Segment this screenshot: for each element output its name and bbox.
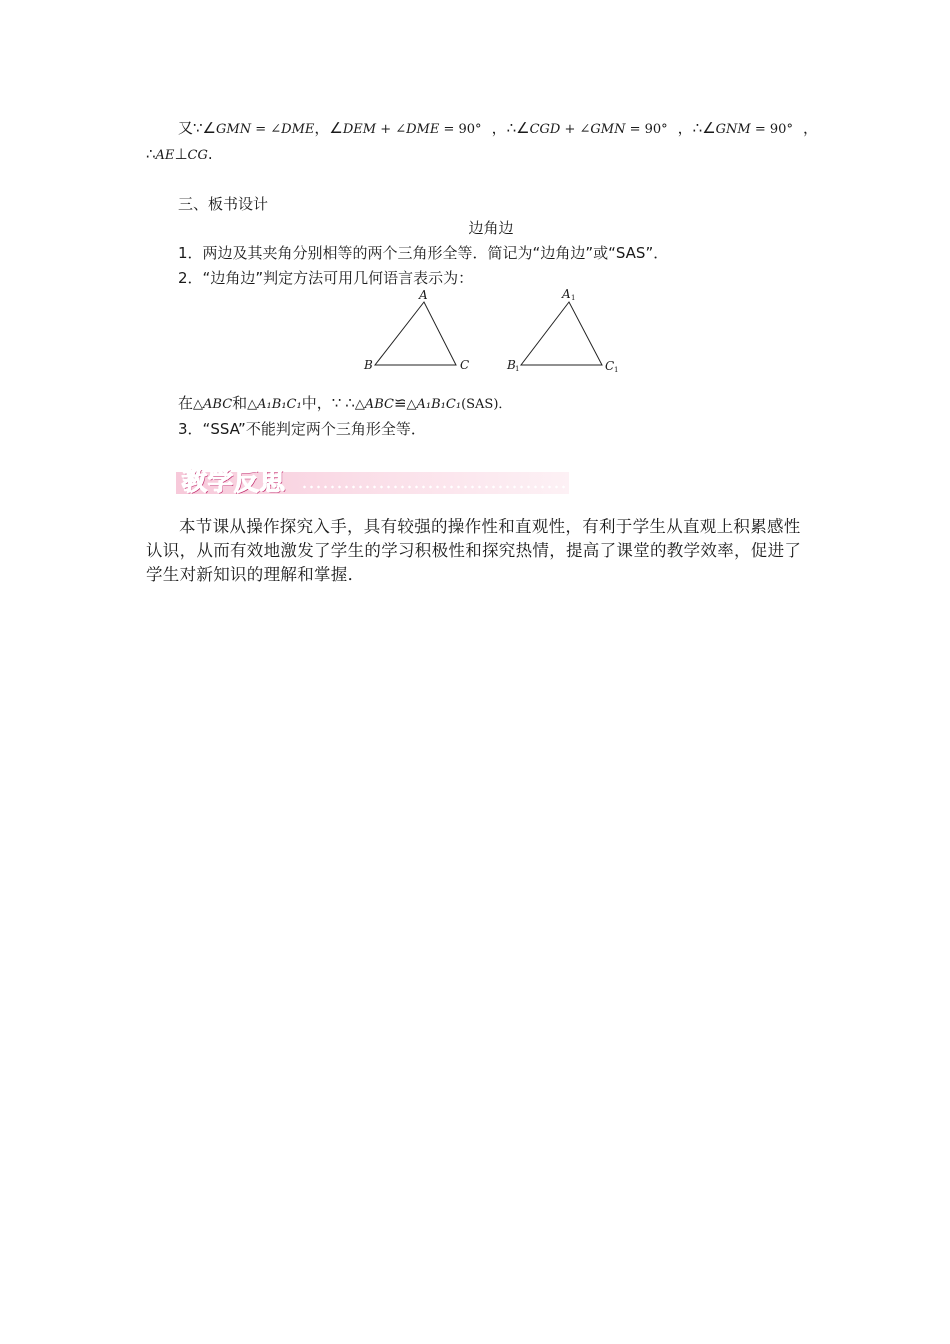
board-title: 边角边 [468, 219, 514, 237]
triangle-a1b1c1 [521, 302, 602, 365]
statement-text: 在 [178, 394, 194, 412]
vertex-label-a1: A [562, 287, 571, 301]
proof-text: = 90° [439, 122, 482, 137]
vertex-label-a: A [419, 288, 428, 302]
vertex-subscript: 1 [571, 294, 576, 302]
vertex-label-c1: C [605, 359, 615, 373]
congruent-symbol: ≌ [393, 394, 407, 412]
proof-text: = 90° [750, 122, 793, 137]
triangles-figure [355, 285, 635, 380]
math-triangle: △A₁B₁C₁ [406, 397, 462, 412]
math-var: CG [187, 148, 208, 163]
math-triangle: △A₁B₁C₁ [247, 397, 302, 412]
list-item-3: 3．“SSA”不能判定两个三角形全等． [178, 420, 426, 438]
list-item-2: 2．“边角边”判定方法可用几何语言表示为： [178, 269, 474, 287]
proof-text: = ∠ [251, 122, 282, 137]
statement-text: 中， [301, 394, 332, 412]
math-var: DME [281, 122, 315, 137]
section-banner [176, 460, 569, 496]
proof-text: = 90° [625, 122, 668, 137]
vertex-label-c: C [460, 358, 470, 372]
vertex-label-b: B [364, 358, 373, 372]
proof-line-1 [178, 118, 818, 140]
statement-text: 和 [232, 394, 248, 412]
math-var: DME [406, 122, 440, 137]
proof-text: ，∠ [314, 119, 343, 137]
math-triangle: △ABC [354, 397, 394, 412]
math-var: GNM [715, 122, 751, 137]
triangle-abc [375, 302, 456, 365]
math-var: CGD [529, 122, 561, 137]
math-var: GMN [216, 122, 252, 137]
statement-reason: (SAS)． [461, 397, 512, 412]
perpendicular-symbol: ⊥ [174, 145, 188, 163]
math-var: DEM [342, 122, 377, 137]
vertex-label-b1: B [507, 358, 516, 372]
section-heading: 三、板书设计 [178, 195, 269, 213]
therefore-symbol: ∴ [345, 394, 355, 412]
math-var: AE [155, 148, 175, 163]
proof-text: . [207, 145, 213, 163]
list-item-1: 1．两边及其夹角分别相等的两个三角形全等．简记为“边角边”或“SAS”． [178, 244, 669, 262]
vertex-subscript: 1 [515, 365, 520, 373]
vertex-subscript: 1 [614, 366, 619, 374]
proof-text: ∴ [146, 145, 156, 163]
because-symbol: ∵ [331, 394, 342, 412]
math-var: GMN [590, 122, 626, 137]
proof-line-2 [146, 144, 213, 166]
congruence-statement [178, 393, 511, 415]
proof-text: ， [802, 119, 818, 137]
proof-text: ，∴∠ [491, 119, 530, 137]
proof-text: + ∠ [376, 122, 407, 137]
reflection-paragraph: 本节课从操作探究入手，具有较强的操作性和直观性，有利于学生从直观上积累感性认识，从而有效地激发了学生的学习积极性和探究热情，提高了课堂的教学效率，促进了学生对新知识的理解和掌握． [146, 517, 802, 584]
banner-dots [301, 485, 566, 489]
banner-title: 教学反思 [182, 467, 287, 496]
proof-text: + ∠ [560, 122, 591, 137]
math-triangle: △ABC [193, 397, 233, 412]
proof-text: 又∵∠ [178, 119, 216, 137]
proof-text: ，∴∠ [677, 119, 716, 137]
